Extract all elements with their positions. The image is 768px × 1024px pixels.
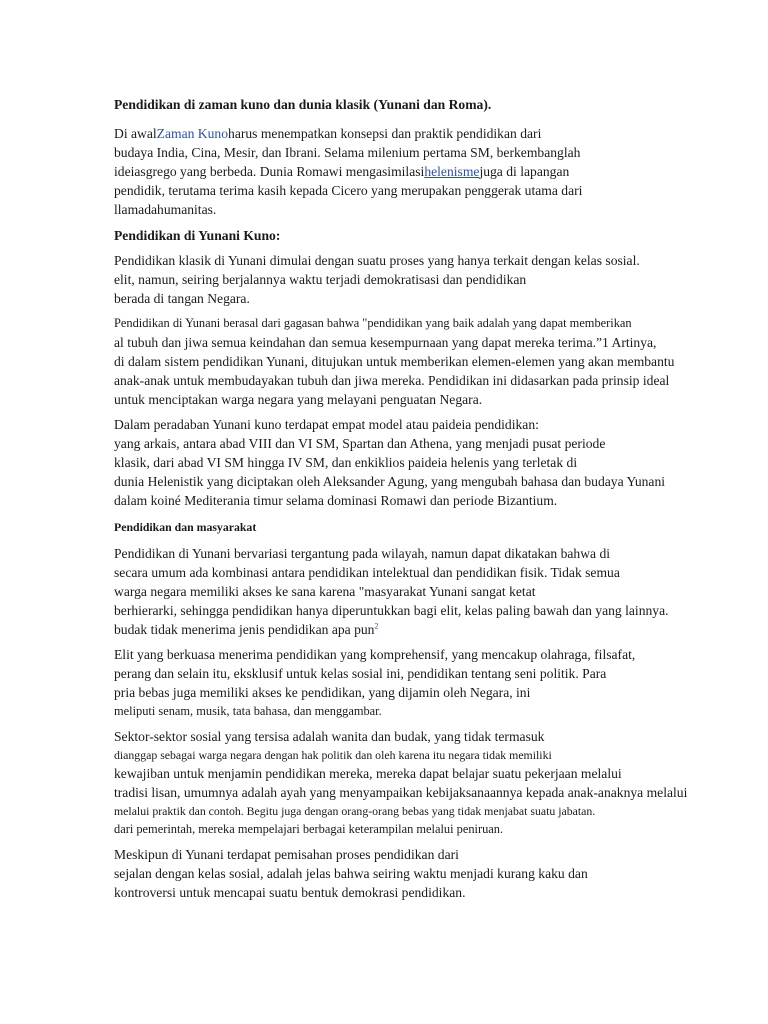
paragraph-6 [114, 727, 754, 839]
document-title: Pendidikan di zaman kuno dan dunia klasik (Yunani dan Roma). [114, 97, 492, 112]
text-span: budak tidak menerima jenis pendidikan apa pun [114, 622, 375, 637]
intro-line [114, 124, 754, 143]
text-line: Elit yang berkuasa menerima pendidikan yang komprehensif, yang mencakup olahraga, filsafat, [114, 647, 636, 662]
text-line: yang arkais, antara abad VIII dan VI SM, Spartan dan Athena, yang menjadi pusat periode [114, 436, 606, 451]
text-line: Meskipun di Yunani terdapat pemisahan proses pendidikan dari [114, 847, 459, 862]
text-line: Sektor-sektor sosial yang tersisa adalah wanita dan budak, yang tidak termasuk [114, 729, 545, 744]
intro-line [114, 162, 754, 181]
text-line: sejalan dengan kelas sosial, adalah jelas bahwa seiring waktu menjadi kurang kaku dan [114, 866, 588, 881]
text-line: dari pemerintah, mereka mempelajari berbagai keterampilan melalui peniruan. [114, 822, 504, 836]
text-line: Pendidikan klasik di Yunani dimulai dengan suatu proses yang hanya terkait dengan kelas sosial. [114, 253, 640, 268]
text-line: al tubuh dan jiwa semua keindahan dan semua kesempurnaan yang dapat mereka terima.”1 Artinya, [114, 335, 657, 350]
helenisme-link[interactable]: helenisme [424, 164, 480, 179]
text-line: Dalam peradaban Yunani kuno terdapat empat model atau paideia pendidikan: [114, 417, 539, 432]
text-line: Pendidikan di Yunani bervariasi tergantung pada wilayah, namun dapat dikatakan bahwa di [114, 546, 611, 561]
text-line: anak-anak untuk membudayakan tubuh dan jiwa mereka. Pendidikan ini didasarkan pada prinsip ideal [114, 373, 670, 388]
text-line: melalui praktik dan contoh. Begitu juga dengan orang-orang bebas yang tidak menjabat suatu jabatan. [114, 804, 596, 818]
intro-line: pendidik, terutama terima kasih kepada Cicero yang merupakan penggerak utama dari [114, 183, 583, 198]
paragraph-1 [114, 251, 754, 308]
section-heading-yunani-kuno: Pendidikan di Yunani Kuno: [114, 228, 281, 243]
text-span: juga di lapangan [479, 164, 570, 179]
text-line: secara umum ada kombinasi antara pendidikan intelektual dan pendidikan fisik. Tidak semua [114, 565, 620, 580]
paragraph-7 [114, 845, 754, 902]
paragraph-5 [114, 645, 754, 721]
paragraph-3 [114, 415, 754, 510]
text-line: Pendidikan di Yunani berasal dari gagasan bahwa "pendidikan yang baik adalah yang dapat memberikan [114, 316, 632, 330]
text-line: kewajiban untuk menjamin pendidikan mereka, mereka dapat belajar suatu pekerjaan melalui [114, 766, 622, 781]
section-heading-masyarakat: Pendidikan dan masyarakat [114, 520, 257, 534]
text-line: meliputi senam, musik, tata bahasa, dan menggambar. [114, 704, 382, 718]
text-line: berada di tangan Negara. [114, 291, 250, 306]
intro-line: budaya India, Cina, Mesir, dan Ibrani. Selama milenium pertama SM, berkembanglah [114, 145, 581, 160]
text-line: perang dan selain itu, eksklusif untuk kelas sosial ini, pendidikan tentang seni politik. Para [114, 666, 607, 681]
text-line: dianggap sebagai warga negara dengan hak politik dan oleh karena itu negara tidak memiliki [114, 748, 552, 762]
text-line: berhierarki, sehingga pendidikan hanya diperuntukkan bagi elit, kelas paling bawah dan yang lainnya. [114, 603, 669, 618]
text-span: ideiasgrego yang berbeda. Dunia Romawi mengasimilasi [114, 164, 425, 179]
document-page [114, 96, 754, 908]
text-line [114, 620, 754, 639]
text-line: pria bebas juga memiliki akses ke pendidikan, yang dijamin oleh Negara, ini [114, 685, 531, 700]
text-line: di dalam sistem pendidikan Yunani, ditujukan untuk memberikan elemen-elemen yang akan membantu [114, 354, 675, 369]
paragraph-4 [114, 544, 754, 639]
zaman-kuno-link[interactable]: Zaman Kuno [156, 126, 229, 141]
intro-line: llamadahumanitas. [114, 202, 217, 217]
text-line: dunia Helenistik yang diciptakan oleh Aleksander Agung, yang mengubah bahasa dan budaya Yunani [114, 474, 666, 489]
intro-paragraph [114, 124, 754, 219]
text-span: Di awal [114, 126, 157, 141]
text-line: elit, namun, seiring berjalannya waktu terjadi demokratisasi dan pendidikan [114, 272, 527, 287]
paragraph-2 [114, 314, 754, 409]
text-line: klasik, dari abad VI SM hingga IV SM, dan enkiklios paideia helenis yang terletak di [114, 455, 578, 470]
footnote-link[interactable]: 2 [374, 621, 379, 631]
text-line: tradisi lisan, umumnya adalah ayah yang menyampaikan kebijaksanaannya kepada anak-anaknya melalui [114, 785, 688, 800]
text-line: untuk menciptakan warga negara yang melayani penguatan Negara. [114, 392, 483, 407]
text-line: kontroversi untuk mencapai suatu bentuk demokrasi pendidikan. [114, 885, 466, 900]
text-span: harus menempatkan konsepsi dan praktik pendidikan dari [228, 126, 542, 141]
text-line: dalam koiné Mediterania timur selama dominasi Romawi dan periode Bizantium. [114, 493, 558, 508]
text-line: warga negara memiliki akses ke sana karena "masyarakat Yunani sangat ketat [114, 584, 536, 599]
